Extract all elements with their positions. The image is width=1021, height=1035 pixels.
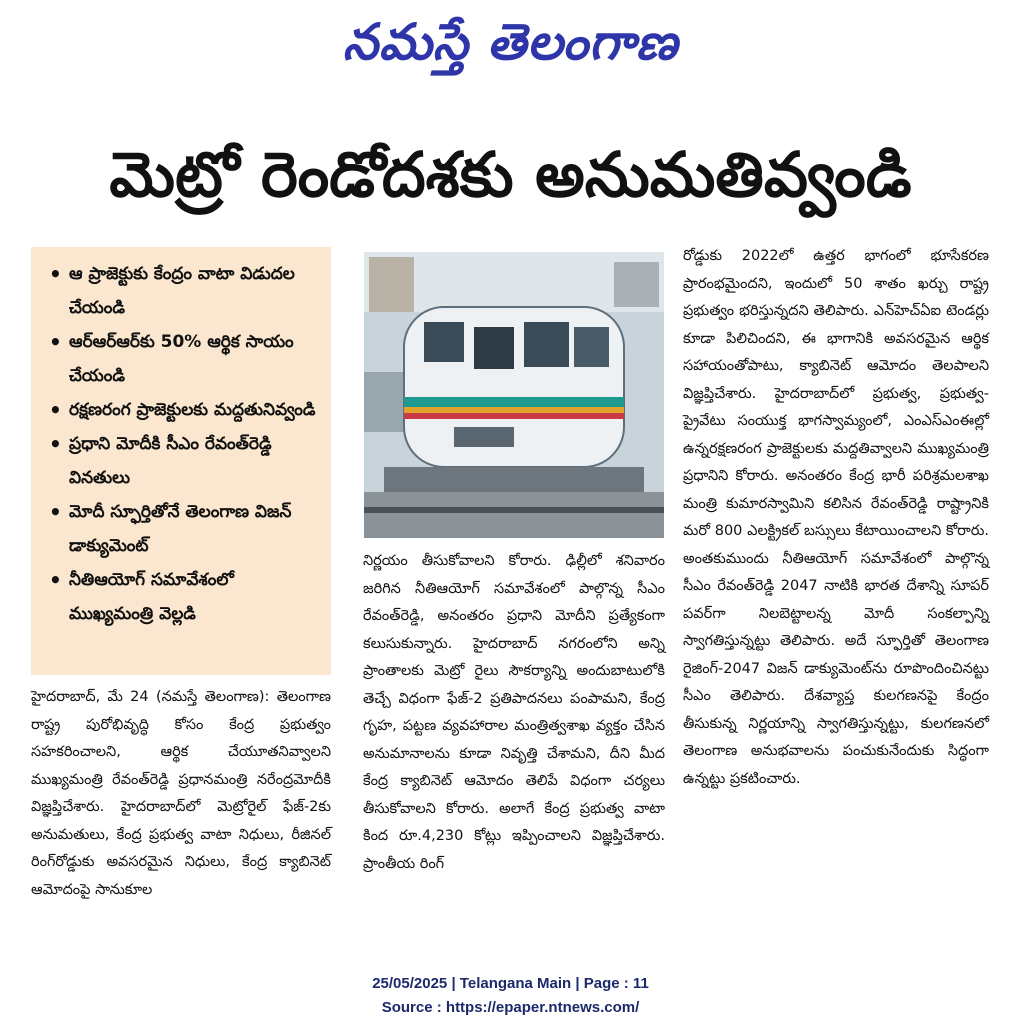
article-paragraph: రోడ్డుకు 2022లో ఉత్తర భాగంలో భూసేకరణ ప్రారంభమైందని, ఇందులో 50 శాతం ఖర్చు రాష్ట్ర ప్రభుత్వం భరిస్తున్నదని తెలిపారు. ఎన్‌హెచ్ఏఐ టెండర్లు కూడా పిలిచిందని, ఈ భాగానికి అవసరమైన ఆర్థిక సహాయంతోపాటు, క్యాబినెట్ ఆమోదం తెలపాలని విజ్ఞప్తిచేశారు. హైదరాబాద్‌లో ప్రభుత్వ, ప్రభుత్వ-ప్రైవేటు సంయుక్త భాగస్వామ్యంలో, ఎంఎస్ఎంఈల్లో ఉన్నరక్షణరంగ ప్రాజెక్టులకు మద్దతివ్వాలని ముఖ్యమంత్రి ప్రధానిని కోరారు. అనంతరం కేంద్ర భారీ పరిశ్రమలశాఖ మంత్రి కుమారస్వామిని కలిసిన రేవంత్‌రెడ్డి రాష్ట్రానికి మరో 800 ఎలక్ట్రికల్ బస్సులు కేటాయించాలని కోరారు. అంతకుముందు నీతిఆయోగ్ సమావేశంలో పాల్గొన్న సీఎం రేవంత్‌రెడ్డి 2047 నాటికి భారత దేశాన్ని సూపర్ పవర్‌గా నిలబెట్టాలన్న మోదీ సంకల్పాన్ని స్వాగతిస్తున్నట్టు తెలిపారు. అదే స్ఫూర్తితో తెలంగాణ రైజింగ్-2047 విజన్ డాక్యుమెంట్‌ను రూపొందించినట్టు సీఎం తెలిపారు. దేశవ్యాప్త కులగణనపై కేంద్రం తీసుకున్న నిర్ణయాన్ని స్వాగతిస్తున్నట్టు, కులగణనలో తెలంగాణ అనుభవాలను పంచుకునేందుకు సిద్ధంగా ఉన్నట్టు ప్రకటించారు. [683, 248, 989, 787]
highlight-item: • ప్రధాని మోదీకి సీఎం రేవంత్‌రెడ్డి వినతులు [49, 427, 321, 495]
article-column-middle [363, 548, 665, 878]
metro-train-illustration [364, 252, 664, 538]
highlight-item: • మోదీ స్ఫూర్తితోనే తెలంగాణ విజన్ డాక్యుమెంట్ [49, 495, 321, 563]
page-footer [0, 972, 1021, 1020]
article-paragraph: హైదరాబాద్, మే 24 (నమస్తే తెలంగాణ): తెలంగాణ రాష్ట్ర పురోభివృద్ధి కోసం కేంద్ర ప్రభుత్వం సహకరించాలని, ఆర్థిక చేయూతనివ్వాలని ముఖ్యమంత్రి రేవంత్‌రెడ్డి ప్రధానమంత్రి నరేంద్రమోదీకి విజ్ఞప్తిచేశారు. హైదరాబాద్‌లో మెట్రోరైల్ ఫేజ్-2కు అనుమతులు, కేంద్ర ప్రభుత్వ వాటా నిధులు, రీజినల్ రింగ్‌రోడ్డుకు అవసరమైన నిధులు, కేంద్ర క్యాబినెట్ ఆమోదంపై సానుకూల [31, 689, 331, 898]
bullet-icon: • [49, 330, 62, 354]
highlights-box [31, 247, 331, 675]
highlight-item: • రక్షణరంగ ప్రాజెక్టులకు మద్దతునివ్వండి [49, 393, 321, 427]
article-column-left [31, 684, 331, 904]
highlight-item: • ఆ ప్రాజెక్టుకు కేంద్రం వాటా విడుదల చేయండి [49, 257, 321, 325]
article-paragraph: నిర్ణయం తీసుకోవాలని కోరారు. ఢిల్లీలో శనివారం జరిగిన నీతిఆయోగ్ సమావేశంలో పాల్గొన్న సీఎం రేవంత్‌రెడ్డి, అనంతరం ప్రధాని మోదీని ప్రత్యేకంగా కలుసుకున్నారు. హైదరాబాద్ నగరంలోని అన్ని ప్రాంతాలకు మెట్రో రైలు సౌకర్యాన్ని అందుబాటులోకి తెచ్చే విధంగా ఫేజ్-2 ప్రతిపాదనలు పంపామని, కేంద్ర గృహ, పట్టణ వ్యవహారాల మంత్రిత్వశాఖ వ్యక్తం చేసిన అనుమానాలను కూడా నివృత్తి చేశామని, దీని మీద కేంద్ర క్యాబినెట్ ఆమోదం తెలిపే విధంగా చర్యలు తీసుకోవాలని కోరారు. అలాగే కేంద్ర ప్రభుత్వ వాటా కింద రూ.4,230 కోట్లు ఇప్పించాలని విజ్ఞప్తిచేశారు. ప్రాంతీయ రింగ్ [363, 553, 665, 872]
footer-source: Source : https://epaper.ntnews.com/ [381, 999, 640, 1016]
highlight-item: • నీతిఆయోగ్ సమావేశంలో ముఖ్యమంత్రి వెల్లడి [49, 563, 321, 631]
highlight-item: • ఆర్ఆర్ఆర్‌కు 50% ఆర్థిక సాయం చేయండి [49, 325, 321, 393]
bullet-icon: • [49, 398, 62, 422]
highlights-list [31, 247, 331, 631]
article-column-right [683, 243, 989, 793]
bullet-icon: • [49, 568, 62, 592]
headline: మెట్రో రెండోదశకు అనుమతివ్వండి [109, 138, 912, 211]
bullet-icon: • [49, 262, 62, 286]
bullet-icon: • [49, 500, 62, 524]
bullet-icon: • [49, 432, 62, 456]
masthead-title: నమస్తే తెలంగాణ [342, 13, 679, 71]
footer-date-page: 25/05/2025 | Telangana Main | Page : 11 [372, 975, 649, 992]
metro-train-photo [364, 252, 664, 538]
masthead-logo [0, 2, 1021, 82]
